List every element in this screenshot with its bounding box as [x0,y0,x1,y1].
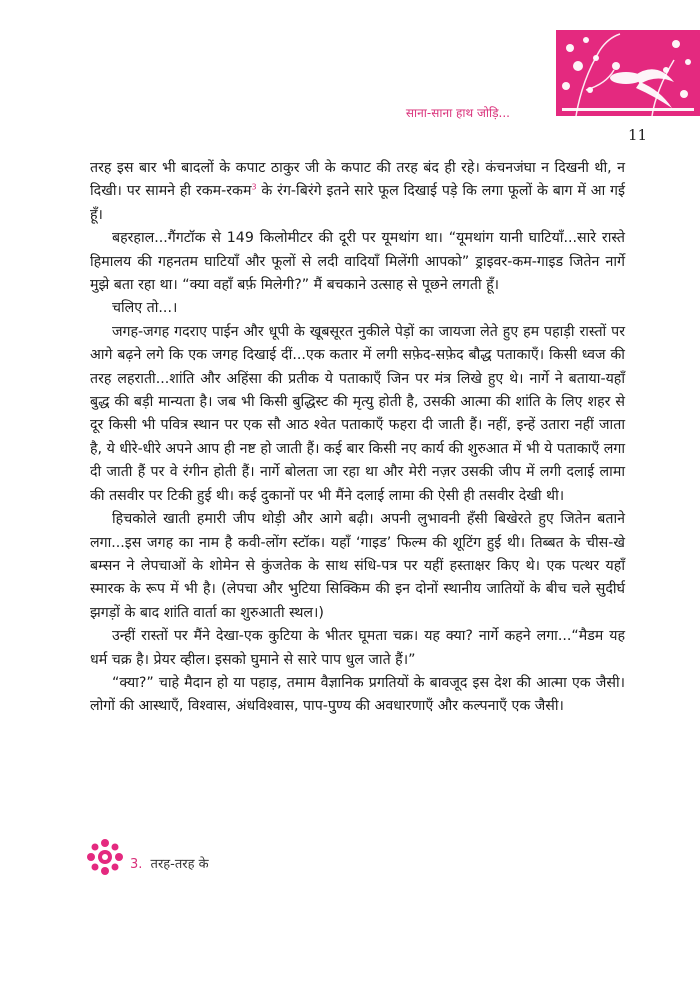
paragraph: हिचकोले खाती हमारी जीप थोड़ी और आगे बढ़ी। अपनी लुभावनी हँसी बिखेरते हुए जितेन बताने लगा...इस जगह का नाम है कवी-लोंग स्टॉक। यहाँ ‘गाइड’ फिल्म की शूटिंग हुई थी। तिब्बत के चीस-खे बम्सन ने लेपचाओं के शोमेन से कुंजतेक के साथ संधि-पत्र पर यहीं हस्ताक्षर किए थे। एक पत्थर यहाँ स्मारक के रूप में भी है। (लेपचा और भुटिया सिक्किम की इन दोनों स्थानीय जातियों के बीच चले सुदीर्घ झगड़ों के बाद शांति वार्ता का शुरुआती स्थल।) [90,511,625,621]
paragraph: “क्या?” चाहे मैदान हो या पहाड़, तमाम वैज्ञानिक प्रगतियों के बावजूद इस देश की आत्मा एक जैसी। लोगों की आस्थाएँ, विश्वास, अंधविश्वास, पाप-पुण्य की अवधारणाएँ और कल्पनाएँ एक जैसी। [90,674,625,715]
paragraph: जगह-जगह गदराए पाईन और धूपी के खूबसूरत नुकीले पेड़ों का जायजा लेते हुए हम पहाड़ी रास्तों पर आगे बढ़ने लगे कि एक जगह दिखाई दीं...एक कतार में लगी सफ़ेद-सफ़ेद बौद्ध पताकाएँ। किसी ध्वज की तरह लहराती...शांति और अहिंसा की प्रतीक ये पताकाएँ जिन पर मंत्र लिखे हुए थे। नार्गे ने बताया-यहाँ बुद्ध की बड़ी मान्यता है। जब भी किसी बुद्धिस्ट की मृत्यु होती है, उसकी आत्मा की शांति के लिए शहर से दूर किसी भी पवित्र स्थान पर एक सौ आठ श्वेत पताकाएँ फहरा दी जाती हैं। नहीं, इन्हें उतारा नहीं जाता है, ये धीरे-धीरे अपने आप ही नष्ट हो जाती हैं। कई बार किसी नए कार्य की शुरुआत में भी ये पताकाएँ लगा दी जाती हैं पर वे रंगीन होती हैं। नार्गे बोलता जा रहा था और मेरी नज़र उसकी जीप में लगी दलाई लामा की तसवीर पर टिकी हुई थी। कई दुकानों पर भी मैंने दलाई लामा की ऐसी ही तसवीर देखी थी। [90,323,625,504]
footnote [86,838,209,876]
flower-ornament-icon [86,838,124,876]
paragraph: बहरहाल...गैंगटॉक से 149 किलोमीटर की दूरी पर यूमथांग था। “यूमथांग यानी घाटियाँ...सारे रास्ते हिमालय की गहनतम घाटियाँ और फूलों से लदी वादियाँ मिलेंगी आपको” ड्राइवर-कम-गाइड जितेन नार्गे मुझे बता रहा था। “क्या वहाँ बर्फ़ मिलेगी?” मैं बचकाने उत्साह से पूछने लगती हूँ। [90,230,625,294]
footnote-text: तरह-तरह के [150,857,209,872]
paragraph-text: के रंग-बिरंगे इतने सारे फूल दिखाई पड़े कि लगा फूलों के बाग में आ गई हूँ। [90,183,625,223]
peacock-tree-illustration-icon [556,30,700,116]
paragraph [90,157,625,227]
paragraph-text: तरह इस बार भी बादलों के कपाट ठाकुर जी के कपाट की तरह बंद ही रहे। कंचनजंघा न दिखनी थी, न दिखी। पर सामने ही रकम-रकम [90,160,625,200]
paragraph: चलिए तो...। [112,300,178,317]
footnote-marker: 3 [251,182,257,192]
running-head: साना-साना हाथ जोड़ि... [405,106,510,120]
page-number: 11 [628,126,648,144]
footnote-number: 3. [130,857,143,872]
body-text [90,157,625,719]
paragraph: उन्हीं रास्तों पर मैंने देखा-एक कुटिया के भीतर घूमता चक्र। यह क्या? नार्गे कहने लगा...“मैडम यह धर्म चक्र है। प्रेयर व्हील। इसको घुमाने से सारे पाप धुल जाते हैं।” [90,628,625,668]
